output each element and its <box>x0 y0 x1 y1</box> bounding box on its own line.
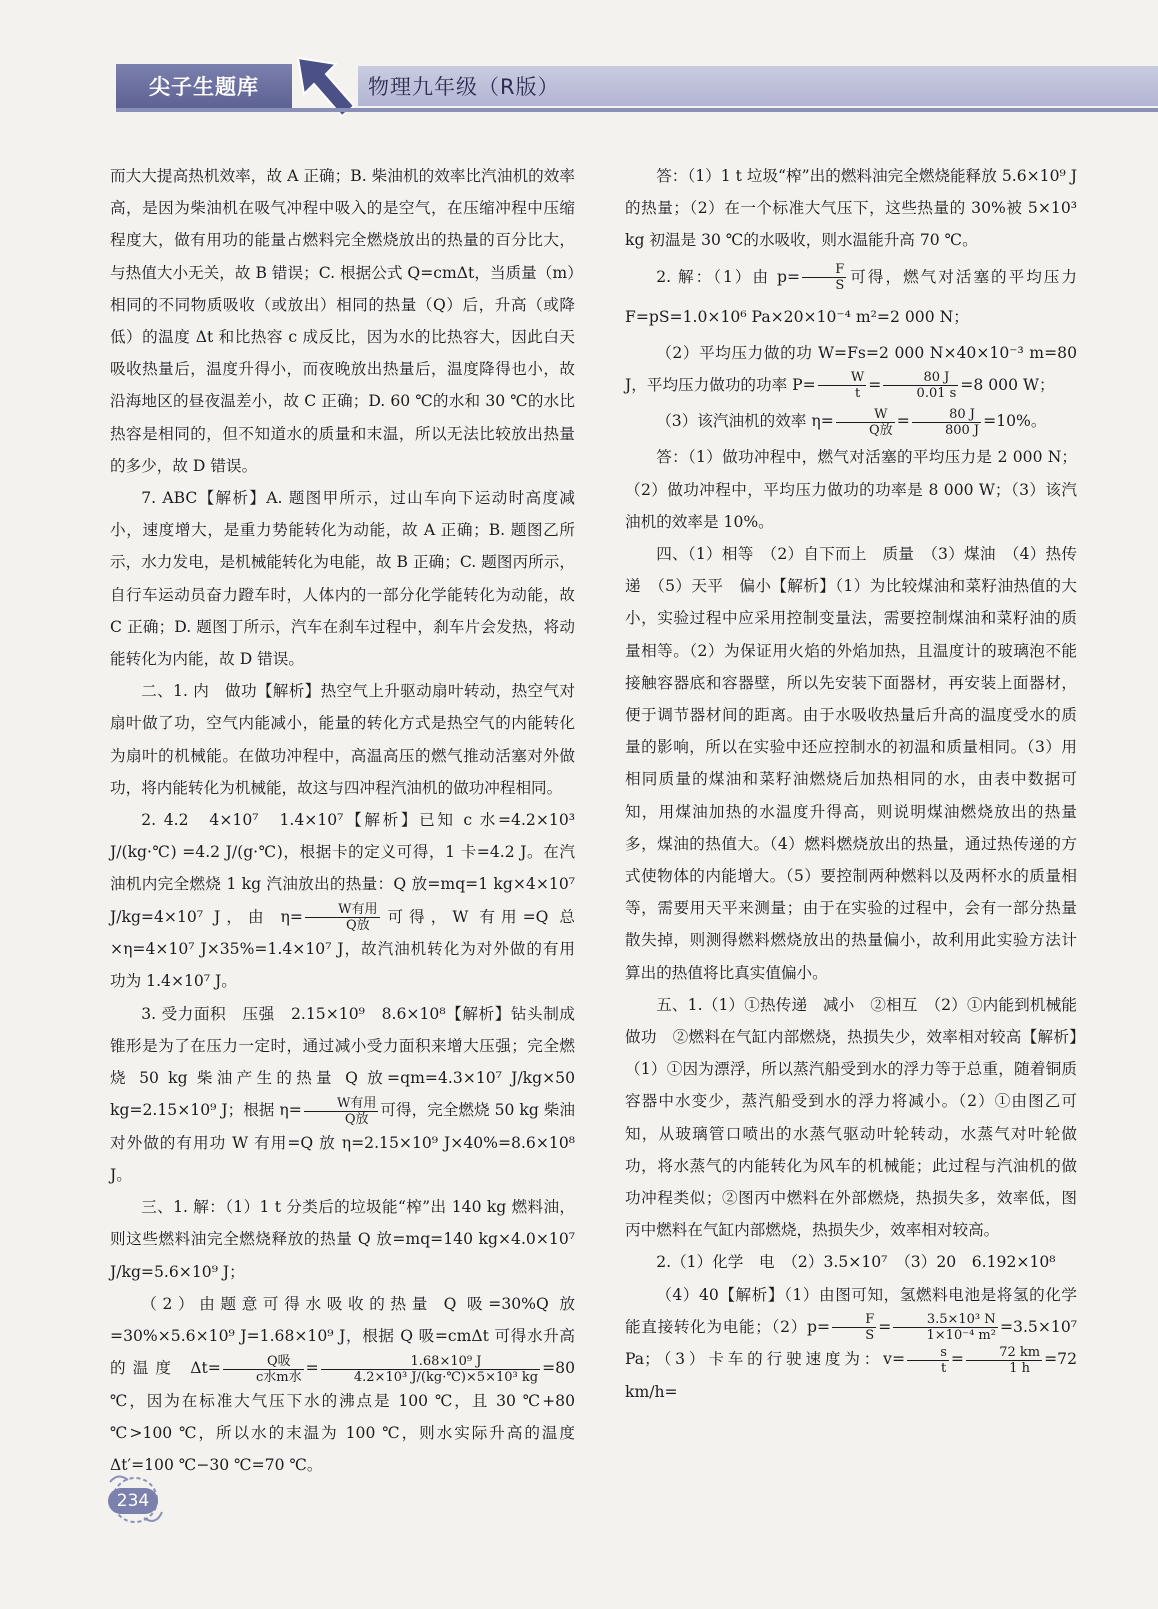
fraction-numerator: W有用 <box>305 902 380 918</box>
fraction-denominator: t <box>854 386 861 402</box>
fraction-numerator: Q吸 <box>223 1354 304 1370</box>
fraction-numerator: 80 J <box>912 407 981 423</box>
right-column <box>625 160 1093 1408</box>
fraction <box>802 262 846 293</box>
fraction-numerator: 80 J <box>883 370 958 386</box>
right-paragraph-7: 五、1.（1）①热传递 减小 ②相互 （2）①内能到机械能 做功 ②燃料在气缸内部燃烧，热损失少，效率相对较高【解析】（1）①因为漂浮，所以蒸汽船受到水的浮力等于总重，随着铜质容器中水变少，蒸汽船受到水的浮力将减小。（2）①由图乙可知，从玻璃管口喷出的水蒸气驱动叶轮转动，水蒸气对叶轮做功，将水蒸气的内能转化为风车的机械能；此过程与汽油机的做功冲程类似；②图丙中燃料在外部燃烧，热损失多，效率低，图丙中燃料在气缸内部燃烧，热损失少，效率相对较高。 <box>625 995 1093 1240</box>
left-paragraph-6: 三、1. 解：（1）1 t 分类后的垃圾能“榨”出 140 kg 燃料油，则这些燃料油完全燃烧释放的热量 Q 放=mq=140 kg×4.0×10⁷ J/kg=5.6×10⁹ J； <box>110 1198 575 1281</box>
fraction-denominator: Q放 <box>869 422 893 438</box>
left-column <box>110 160 575 1481</box>
text-run: 2. 解：（1）由 p= <box>656 267 801 286</box>
fraction-numerator: 1.68×10⁹ J <box>321 1354 540 1370</box>
left-paragraph-1: 而大大提高热机效率，故 A 正确；B. 柴油机的效率比汽油机的效率高，是因为柴油机在吸气冲程中吸入的是空气，在压缩冲程中压缩程度大，做有用功的能量占燃料完全燃烧放出的热量的百分比大，与热值大小无关，故 B 错误；C. 根据公式 Q=cmΔt，当质量（m）相同的不同物质吸收（或放出）相同的热量（Q）后，升高（或降低）的温度 Δt 和比热容 c 成反比，因为水的比热容大，因此白天吸收热量后，温度升得小，而夜晚放出热量后，温度降得也小，故沿海地区的昼夜温差小，故 C 正确；D. 60 ℃的水和 30 ℃的水比热容是相同的，但不知道水的质量和末温，所以无法比较放出热量的多少，故 D 错误。 <box>110 167 575 475</box>
fraction-denominator: t <box>940 1360 947 1376</box>
text-run: 可得，W 有用=Q 总×η=4×10⁷ J×35%=1.4×10⁷ J，故汽油机转化为对外做的有用功为 1.4×10⁷ J。 <box>110 907 575 991</box>
subject-title: 物理九年级（R版） <box>368 75 560 99</box>
fraction-denominator: S <box>835 278 845 294</box>
series-title: 尖子生题库 <box>149 75 259 99</box>
fraction-denominator: 1×10⁻⁴ m² <box>926 1328 996 1344</box>
series-title-banner <box>116 64 292 108</box>
left-paragraph-4 <box>110 804 575 998</box>
subject-banner <box>358 66 1158 106</box>
right-paragraph-3 <box>625 337 1077 402</box>
right-paragraph-8: 2.（1）化学 电 （2）3.5×10⁷ （3）20 6.192×10⁸ <box>656 1253 1056 1272</box>
fraction-denominator: Q放 <box>344 1111 369 1127</box>
fraction-denominator: 800 J <box>944 422 980 438</box>
fraction-numerator: W有用 <box>304 1096 379 1112</box>
fraction <box>832 1312 876 1343</box>
text-run: （4）40【解析】（1）由图可知，氢燃料电池是将氢的化学能直接转化为电能；（2）p= <box>625 1285 1077 1336</box>
fraction-denominator: c水m水 <box>256 1369 302 1385</box>
right-paragraph-9 <box>625 1279 1077 1408</box>
text-run: （2）平均压力做的功 W=Fs=2 000 N×40×10⁻³ m=80 J，平均压力做功的功率 P= <box>625 343 1077 394</box>
fraction-numerator: F <box>802 262 846 278</box>
fraction <box>893 1312 998 1343</box>
page-number: 234 <box>108 1488 158 1514</box>
equals-sign: = <box>305 1359 319 1378</box>
fraction <box>966 1345 1042 1376</box>
equals-sign: = <box>868 375 882 394</box>
text-run: =10%。 <box>983 412 1047 431</box>
fraction <box>907 1345 949 1376</box>
fraction-denominator: 0.01 s <box>916 386 957 402</box>
fraction <box>321 1354 540 1385</box>
fraction-numerator: W <box>836 407 895 423</box>
text-run: =80 ℃，因为在标准大气压下水的沸点是 100 ℃，且 30 ℃+80 ℃>100 ℃，所以水的末温为 100 ℃，则水实际升高的温度 Δt′=100 ℃−30 ℃=70 ℃。 <box>110 1359 575 1475</box>
fraction-numerator: F <box>832 1312 876 1328</box>
fraction <box>836 407 895 438</box>
left-paragraph-5 <box>110 998 575 1192</box>
text-run: 3. 受力面积 压强 2.15×10⁹ 8.6×10⁸【解析】钻头制成锥形是为了在压力一定时，通过减小受力面积来增大压强；完全燃烧 50 kg 柴油产生的热量 Q 放=qm=4.3×10⁷ J/kg×50 kg=2.15×10⁹ J；根据 η= <box>110 1004 575 1120</box>
fraction-numerator: 72 km <box>966 1345 1042 1361</box>
text-run: =72 km/h= <box>625 1350 1077 1401</box>
text-run: 2. 4.2 4×10⁷ 1.4×10⁷【解析】已知 c 水=4.2×10³ J/(kg·℃) =4.2 J/(g·℃)，根据卡的定义可得，1 卡=4.2 J。在汽油机内完全燃烧 1 kg 汽油放出的热量：Q 放=mq=1 kg×4×10⁷ J/kg=4×10⁷ J，由 η= <box>110 811 575 926</box>
text-run: =8 000 W； <box>960 375 1055 394</box>
fraction-numerator: W <box>818 370 867 386</box>
text-run: 可得，完全燃烧 50 kg 柴油对外做的有用功 W 有用=Q 放 η=2.15×10⁹ J×40%=8.6×10⁸ J。 <box>110 1101 575 1184</box>
left-paragraph-3: 二、1. 内 做功【解析】热空气上升驱动扇叶转动，热空气对扇叶做了功，空气内能减小，能量的转化方式是热空气的内能转化为扇叶的机械能。在做功冲程中，高温高压的燃气推动活塞对外做功，将内能转化为机械能，故这与四冲程汽油机的做功冲程相同。 <box>110 682 575 797</box>
fraction-denominator: 1 h <box>1009 1360 1031 1376</box>
right-paragraph-2 <box>625 257 1077 337</box>
right-paragraph-5: 答：（1）做功冲程中，燃气对活塞的平均压力是 2 000 N；（2）做功冲程中，平均压力做功的功率是 8 000 W；（3）该汽油机的效率是 10%。 <box>625 448 1077 531</box>
left-paragraph-2: 7. ABC【解析】A. 题图甲所示，过山车向下运动时高度减小，速度增大，是重力势能转化为动能，故 A 正确；B. 题图乙所示，水力发电，是机械能转化为电能，故 B 正确；C. 题图丙所示，自行车运动员奋力蹬车时，人体内的一部分化学能转化为动能，故 C 正确；D. 题图丁所示，汽车在刹车过程中，刹车片会发热，将动能转化为内能，故 D 错误。 <box>110 489 575 669</box>
right-paragraph-6: 四、（1）相等 （2）自下而上 质量 （3）煤油 （4）热传递 （5）天平 偏小【解析】（1）为比较煤油和菜籽油热值的大小，实验过程中应采用控制变量法，需要控制煤油和菜籽油的质量相等。（2）为保证用火焰的外焰加热，且温度计的玻璃泡不能接触容器底和容器壁，所以先安装下面器材，再安装上面器材，便于调节器材间的距离。由于水吸收热量后升高的温度受水的质量的影响，所以在实验中还应控制水的初温和质量相同。（3）用相同质量的煤油和菜籽油燃烧后加热相同的水，由表中数据可知，用煤油加热的水温度升得高，则说明煤油燃烧放出的热量多，煤油的热值大。（4）燃料燃烧放出的热量，通过热传递的方式使物体的内能增大。（5）要控制两种燃料以及两杯水的质量相等，需要用天平来测量；由于在实验的过程中，会有一部分热量散失掉，则测得燃料燃烧放出的热量偏小，故利用此实验方法计算出的热值将比真实值偏小。 <box>625 544 1077 982</box>
fraction <box>223 1354 304 1385</box>
right-paragraph-4 <box>625 401 1077 441</box>
text-run: =3.5×10⁷ Pa；（3）卡车的行驶速度为：v= <box>625 1317 1077 1369</box>
fraction-denominator: S <box>865 1328 875 1344</box>
text-run: 可得，燃气对活塞的平均压力 F=pS=1.0×10⁶ Pa×20×10⁻⁴ m²=2 000 N； <box>625 267 1077 326</box>
fraction-denominator: 4.2×10³ J/(kg·℃)×5×10³ kg <box>353 1369 539 1385</box>
equals-sign: = <box>878 1317 892 1336</box>
fraction <box>912 407 981 438</box>
right-paragraph-1: 答：（1）1 t 垃圾“榨”出的燃料油完全燃烧能释放 5.6×10⁹ J 的热量；（2）在一个标准大气压下，这些热量的 30%被 5×10³ kg 初温是 30 ℃的水吸收，则水温能升高 70 ℃。 <box>625 167 1077 250</box>
equals-sign: = <box>950 1350 964 1369</box>
fraction <box>818 370 867 401</box>
text-run: （3）该汽油机的效率 η= <box>656 412 834 431</box>
fraction-numerator: s <box>907 1345 949 1361</box>
fraction-denominator: Q放 <box>345 918 370 934</box>
fraction <box>304 1096 379 1127</box>
left-paragraph-7 <box>110 1288 575 1482</box>
header-divider <box>116 108 1158 112</box>
fraction-numerator: 3.5×10³ N <box>893 1312 998 1328</box>
equals-sign: = <box>896 412 910 431</box>
fraction <box>883 370 958 401</box>
text-run: （2）由题意可得水吸收的热量 Q 吸=30%Q 放=30%×5.6×10⁹ J=1.68×10⁹ J，根据 Q 吸=cmΔt 可得水升高的温度 Δt= <box>110 1294 575 1378</box>
fraction <box>305 902 380 933</box>
